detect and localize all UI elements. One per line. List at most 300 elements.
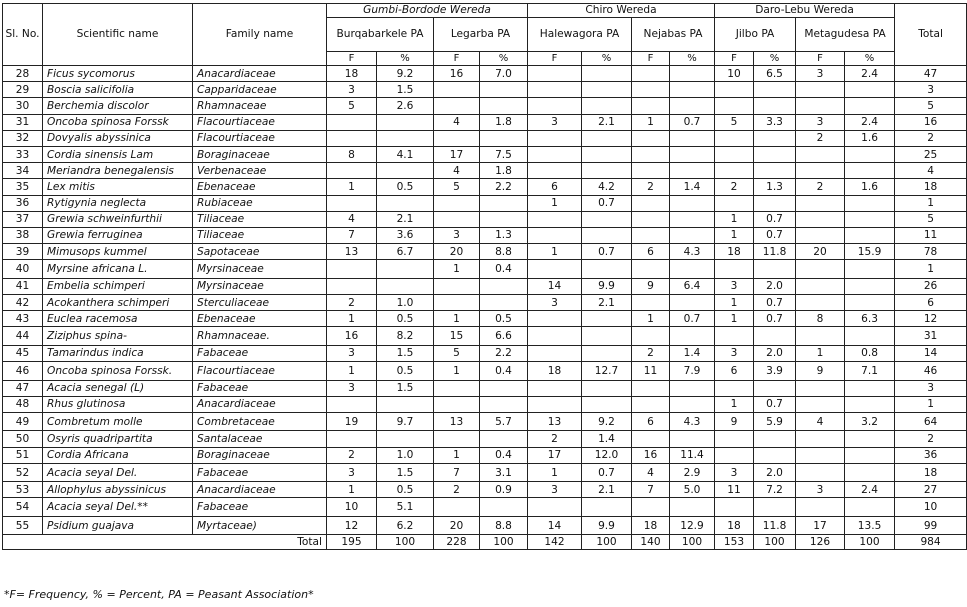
frequency-subheader: F xyxy=(632,52,670,66)
scientific-name-cell: Ziziphus spina- xyxy=(43,327,193,346)
row-number-cell: 54 xyxy=(3,498,43,517)
percent-cell xyxy=(670,163,715,179)
percent-cell xyxy=(670,130,715,146)
percent-cell: 2.4 xyxy=(845,482,895,498)
frequency-cell xyxy=(796,260,845,279)
frequency-cell: 5 xyxy=(434,345,480,361)
frequency-cell: 1 xyxy=(715,396,754,412)
frequency-cell xyxy=(715,130,754,146)
frequency-cell: 1 xyxy=(715,211,754,227)
frequency-cell xyxy=(434,82,480,98)
percent-cell xyxy=(845,211,895,227)
table-row xyxy=(3,146,967,162)
family-name-cell: Rhamnaceae xyxy=(193,98,327,114)
scientific-name-cell: Rytigynia neglecta xyxy=(43,195,193,211)
frequency-cell xyxy=(434,294,480,310)
percent-cell xyxy=(670,66,715,82)
frequency-cell xyxy=(796,82,845,98)
frequency-cell: 6 xyxy=(715,362,754,381)
row-total-cell: 46 xyxy=(895,362,967,381)
percent-cell: 11.8 xyxy=(754,516,796,535)
percent-cell: 8.8 xyxy=(480,516,528,535)
row-number-cell: 45 xyxy=(3,345,43,361)
row-number-cell: 31 xyxy=(3,114,43,130)
row-total-cell: 14 xyxy=(895,345,967,361)
percent-cell xyxy=(480,278,528,294)
percent-cell: 1.3 xyxy=(480,227,528,243)
scientific-name-cell: Grewia schweinfurthii xyxy=(43,211,193,227)
frequency-cell: 3 xyxy=(715,463,754,482)
frequency-cell xyxy=(528,345,582,361)
table-header xyxy=(3,4,967,66)
percent-cell xyxy=(377,431,434,447)
pa-header-jilbo: Jilbo PA xyxy=(715,18,796,52)
percent-cell: 12.0 xyxy=(582,447,632,463)
frequency-cell: 8 xyxy=(796,311,845,327)
frequency-cell: 20 xyxy=(434,244,480,260)
percent-cell: 1.8 xyxy=(480,163,528,179)
frequency-cell xyxy=(434,195,480,211)
frequency-cell: 2 xyxy=(434,482,480,498)
percent-cell: 7.5 xyxy=(480,146,528,162)
totals-cell: 126 xyxy=(796,535,845,550)
frequency-cell: 3 xyxy=(528,114,582,130)
scientific-name-cell: Embelia schimperi xyxy=(43,278,193,294)
frequency-cell: 1 xyxy=(434,447,480,463)
frequency-cell: 3 xyxy=(796,114,845,130)
percent-cell: 7.9 xyxy=(670,362,715,381)
percent-cell: 1.5 xyxy=(377,463,434,482)
percent-cell: 2.1 xyxy=(582,482,632,498)
frequency-cell xyxy=(327,431,377,447)
percent-cell: 8.8 xyxy=(480,244,528,260)
row-total-cell: 25 xyxy=(895,146,967,162)
percent-cell: 0.5 xyxy=(377,362,434,381)
table-footer xyxy=(3,535,967,550)
percent-cell: 0.5 xyxy=(480,311,528,327)
row-number-cell: 37 xyxy=(3,211,43,227)
percent-subheader: % xyxy=(845,52,895,66)
percent-cell: 2.2 xyxy=(480,179,528,195)
percent-cell: 4.3 xyxy=(670,412,715,431)
row-total-cell: 1 xyxy=(895,260,967,279)
percent-cell xyxy=(377,396,434,412)
frequency-cell: 8 xyxy=(327,146,377,162)
row-number-cell: 51 xyxy=(3,447,43,463)
family-name-cell: Fabaceae xyxy=(193,463,327,482)
frequency-cell xyxy=(632,98,670,114)
percent-cell xyxy=(582,345,632,361)
family-name-cell: Flacourtiaceae xyxy=(193,362,327,381)
percent-cell: 1.6 xyxy=(845,130,895,146)
scientific-name-cell: Cordia Africana xyxy=(43,447,193,463)
frequency-cell xyxy=(632,146,670,162)
table-row xyxy=(3,66,967,82)
percent-cell xyxy=(480,195,528,211)
frequency-cell: 1 xyxy=(327,482,377,498)
row-number-cell: 48 xyxy=(3,396,43,412)
frequency-cell: 2 xyxy=(796,130,845,146)
percent-cell xyxy=(582,227,632,243)
scientific-name-cell: Mimusops kummel xyxy=(43,244,193,260)
frequency-cell xyxy=(528,498,582,517)
frequency-cell xyxy=(528,211,582,227)
percent-cell xyxy=(582,130,632,146)
percent-cell: 3.2 xyxy=(845,412,895,431)
percent-cell xyxy=(480,82,528,98)
frequency-cell: 6 xyxy=(632,412,670,431)
frequency-cell xyxy=(434,278,480,294)
scientific-name-cell: Meriandra benegalensis xyxy=(43,163,193,179)
frequency-cell xyxy=(715,98,754,114)
table-row xyxy=(3,345,967,361)
row-number-cell: 43 xyxy=(3,311,43,327)
row-number-cell: 46 xyxy=(3,362,43,381)
row-total-cell: 27 xyxy=(895,482,967,498)
frequency-cell: 3 xyxy=(327,380,377,396)
percent-cell: 1.6 xyxy=(845,179,895,195)
row-total-cell: 2 xyxy=(895,130,967,146)
percent-cell: 1.3 xyxy=(754,179,796,195)
frequency-cell xyxy=(715,82,754,98)
row-number-cell: 49 xyxy=(3,412,43,431)
scientific-name-cell: Berchemia discolor xyxy=(43,98,193,114)
frequency-cell xyxy=(796,396,845,412)
percent-cell xyxy=(377,278,434,294)
family-name-cell: Sapotaceae xyxy=(193,244,327,260)
row-total-cell: 1 xyxy=(895,396,967,412)
pa-header-burqabarkele: Burqabarkele PA xyxy=(327,18,434,52)
frequency-cell xyxy=(434,98,480,114)
frequency-cell: 1 xyxy=(796,345,845,361)
family-name-cell: Tiliaceae xyxy=(193,227,327,243)
frequency-cell xyxy=(434,431,480,447)
percent-cell: 0.7 xyxy=(582,463,632,482)
percent-cell: 2.4 xyxy=(845,114,895,130)
percent-subheader: % xyxy=(480,52,528,66)
percent-cell xyxy=(845,227,895,243)
percent-cell: 2.1 xyxy=(377,211,434,227)
percent-cell xyxy=(670,227,715,243)
frequency-cell: 10 xyxy=(715,66,754,82)
table-row xyxy=(3,227,967,243)
frequency-cell xyxy=(632,130,670,146)
percent-cell: 3.6 xyxy=(377,227,434,243)
frequency-cell xyxy=(327,195,377,211)
table-row xyxy=(3,211,967,227)
frequency-cell xyxy=(632,431,670,447)
row-total-cell: 5 xyxy=(895,98,967,114)
frequency-cell xyxy=(632,294,670,310)
frequency-cell: 15 xyxy=(434,327,480,346)
table-row xyxy=(3,195,967,211)
frequency-cell: 3 xyxy=(528,482,582,498)
totals-cell: 100 xyxy=(582,535,632,550)
frequency-cell: 2 xyxy=(796,179,845,195)
row-total-cell: 1 xyxy=(895,195,967,211)
frequency-cell xyxy=(632,227,670,243)
scientific-name-cell: Psidium guajava xyxy=(43,516,193,535)
frequency-subheader: F xyxy=(327,52,377,66)
percent-cell: 12.9 xyxy=(670,516,715,535)
frequency-cell: 11 xyxy=(632,362,670,381)
scientific-name-cell: Euclea racemosa xyxy=(43,311,193,327)
frequency-cell: 17 xyxy=(528,447,582,463)
row-total-cell: 64 xyxy=(895,412,967,431)
row-number-cell: 53 xyxy=(3,482,43,498)
frequency-cell: 12 xyxy=(327,516,377,535)
frequency-cell xyxy=(796,278,845,294)
percent-cell: 6.6 xyxy=(480,327,528,346)
percent-cell: 2.0 xyxy=(754,278,796,294)
percent-cell: 0.7 xyxy=(670,311,715,327)
frequency-cell: 14 xyxy=(528,278,582,294)
family-name-cell: Anacardiaceae xyxy=(193,396,327,412)
frequency-cell: 10 xyxy=(327,498,377,517)
row-number-cell: 35 xyxy=(3,179,43,195)
percent-cell: 0.7 xyxy=(754,396,796,412)
frequency-cell xyxy=(796,211,845,227)
frequency-cell xyxy=(528,380,582,396)
row-total-cell: 18 xyxy=(895,463,967,482)
frequency-cell: 1 xyxy=(434,260,480,279)
frequency-cell xyxy=(434,211,480,227)
percent-cell xyxy=(845,463,895,482)
percent-cell: 3.1 xyxy=(480,463,528,482)
percent-cell: 0.7 xyxy=(754,311,796,327)
frequency-cell: 5 xyxy=(434,179,480,195)
percent-cell xyxy=(670,396,715,412)
row-number-cell: 41 xyxy=(3,278,43,294)
frequency-cell: 2 xyxy=(327,447,377,463)
frequency-subheader: F xyxy=(528,52,582,66)
frequency-cell xyxy=(796,447,845,463)
frequency-cell: 11 xyxy=(715,482,754,498)
family-name-cell: Anacardiaceae xyxy=(193,66,327,82)
table-row xyxy=(3,98,967,114)
scientific-name-header: Scientific name xyxy=(43,4,193,66)
percent-cell: 3.9 xyxy=(754,362,796,381)
frequency-cell: 3 xyxy=(327,463,377,482)
percent-cell: 0.5 xyxy=(377,482,434,498)
scientific-name-cell: Lex mitis xyxy=(43,179,193,195)
row-number-cell: 36 xyxy=(3,195,43,211)
sl-no-header: Sl. No. xyxy=(3,4,43,66)
frequency-cell xyxy=(632,211,670,227)
percent-cell xyxy=(754,98,796,114)
totals-cell: 153 xyxy=(715,535,754,550)
frequency-cell xyxy=(796,227,845,243)
frequency-cell xyxy=(715,498,754,517)
frequency-cell: 18 xyxy=(632,516,670,535)
percent-cell: 1.4 xyxy=(582,431,632,447)
percent-cell: 13.5 xyxy=(845,516,895,535)
percent-cell xyxy=(582,66,632,82)
scientific-name-cell: Oncoba spinosa Forssk xyxy=(43,114,193,130)
frequency-cell: 9 xyxy=(796,362,845,381)
percent-cell: 9.2 xyxy=(377,66,434,82)
frequency-cell: 1 xyxy=(528,463,582,482)
frequency-cell: 13 xyxy=(327,244,377,260)
frequency-cell xyxy=(796,163,845,179)
frequency-cell xyxy=(327,163,377,179)
family-name-cell: Santalaceae xyxy=(193,431,327,447)
row-total-cell: 11 xyxy=(895,227,967,243)
table-row xyxy=(3,294,967,310)
row-number-cell: 44 xyxy=(3,327,43,346)
percent-cell xyxy=(670,195,715,211)
table-row xyxy=(3,516,967,535)
frequency-cell xyxy=(796,431,845,447)
percent-cell xyxy=(845,498,895,517)
percent-cell: 1.4 xyxy=(670,345,715,361)
frequency-cell: 14 xyxy=(528,516,582,535)
percent-cell xyxy=(754,146,796,162)
row-number-cell: 39 xyxy=(3,244,43,260)
percent-cell: 6.2 xyxy=(377,516,434,535)
frequency-cell: 1 xyxy=(715,294,754,310)
percent-cell: 1.0 xyxy=(377,294,434,310)
frequency-cell xyxy=(327,278,377,294)
percent-subheader: % xyxy=(670,52,715,66)
frequency-cell: 2 xyxy=(715,179,754,195)
frequency-cell xyxy=(796,327,845,346)
percent-cell xyxy=(377,130,434,146)
frequency-cell: 3 xyxy=(327,82,377,98)
frequency-cell: 1 xyxy=(715,311,754,327)
scientific-name-cell: Grewia ferruginea xyxy=(43,227,193,243)
frequency-cell xyxy=(632,327,670,346)
row-number-cell: 34 xyxy=(3,163,43,179)
percent-cell xyxy=(845,294,895,310)
scientific-name-cell: Tamarindus indica xyxy=(43,345,193,361)
frequency-cell xyxy=(796,195,845,211)
table-row xyxy=(3,179,967,195)
scientific-name-cell: Acacia seyal Del.** xyxy=(43,498,193,517)
percent-cell: 9.9 xyxy=(582,278,632,294)
percent-cell xyxy=(845,327,895,346)
frequency-cell xyxy=(528,98,582,114)
percent-cell: 1.0 xyxy=(377,447,434,463)
percent-cell xyxy=(845,82,895,98)
table-row xyxy=(3,482,967,498)
table-row xyxy=(3,163,967,179)
row-total-cell: 12 xyxy=(895,311,967,327)
frequency-cell: 17 xyxy=(434,146,480,162)
frequency-cell xyxy=(434,396,480,412)
frequency-cell: 1 xyxy=(528,244,582,260)
percent-cell xyxy=(670,146,715,162)
table-row xyxy=(3,260,967,279)
percent-cell: 5.9 xyxy=(754,412,796,431)
family-name-cell: Fabaceae xyxy=(193,498,327,517)
frequency-cell xyxy=(632,380,670,396)
table-row xyxy=(3,278,967,294)
percent-cell: 0.9 xyxy=(480,482,528,498)
frequency-cell: 9 xyxy=(632,278,670,294)
scientific-name-cell: Acokanthera schimperi xyxy=(43,294,193,310)
frequency-cell: 1 xyxy=(327,179,377,195)
frequency-cell: 13 xyxy=(528,412,582,431)
table-row xyxy=(3,114,967,130)
table-footnote: *F= Frequency, % = Percent, PA = Peasant Association* xyxy=(4,588,314,601)
totals-cell: 228 xyxy=(434,535,480,550)
family-name-cell: Tiliaceae xyxy=(193,211,327,227)
family-name-cell: Flacourtiaceae xyxy=(193,114,327,130)
scientific-name-cell: Acacia seyal Del. xyxy=(43,463,193,482)
frequency-cell: 3 xyxy=(327,345,377,361)
percent-cell: 11.4 xyxy=(670,447,715,463)
frequency-cell: 3 xyxy=(528,294,582,310)
totals-cell: 100 xyxy=(754,535,796,550)
frequency-cell xyxy=(327,260,377,279)
percent-cell: 7.0 xyxy=(480,66,528,82)
row-total-cell: 47 xyxy=(895,66,967,82)
percent-cell xyxy=(670,431,715,447)
frequency-cell: 17 xyxy=(796,516,845,535)
frequency-cell: 16 xyxy=(632,447,670,463)
frequency-cell: 18 xyxy=(528,362,582,381)
row-total-cell: 99 xyxy=(895,516,967,535)
frequency-cell xyxy=(632,260,670,279)
percent-cell: 15.9 xyxy=(845,244,895,260)
percent-cell: 9.7 xyxy=(377,412,434,431)
scientific-name-cell: Rhus glutinosa xyxy=(43,396,193,412)
frequency-cell: 1 xyxy=(327,311,377,327)
family-name-cell: Fabaceae xyxy=(193,380,327,396)
totals-cell: 142 xyxy=(528,535,582,550)
frequency-cell: 4 xyxy=(434,163,480,179)
percent-cell xyxy=(845,396,895,412)
percent-cell: 2.1 xyxy=(582,294,632,310)
frequency-cell xyxy=(528,327,582,346)
frequency-cell xyxy=(528,311,582,327)
frequency-cell: 3 xyxy=(796,66,845,82)
frequency-cell xyxy=(327,130,377,146)
percent-cell xyxy=(754,130,796,146)
percent-cell: 4.3 xyxy=(670,244,715,260)
percent-cell: 6.5 xyxy=(754,66,796,82)
frequency-cell: 5 xyxy=(715,114,754,130)
percent-cell xyxy=(582,211,632,227)
row-number-cell: 47 xyxy=(3,380,43,396)
frequency-subheader: F xyxy=(796,52,845,66)
percent-cell xyxy=(845,163,895,179)
percent-cell: 1.5 xyxy=(377,82,434,98)
percent-cell: 5.0 xyxy=(670,482,715,498)
frequency-cell xyxy=(796,463,845,482)
percent-cell xyxy=(670,294,715,310)
frequency-cell: 13 xyxy=(434,412,480,431)
percent-cell xyxy=(480,211,528,227)
percent-subheader: % xyxy=(377,52,434,66)
row-total-cell: 26 xyxy=(895,278,967,294)
family-name-header: Family name xyxy=(193,4,327,66)
row-number-cell: 32 xyxy=(3,130,43,146)
percent-cell: 2.0 xyxy=(754,463,796,482)
table-row xyxy=(3,396,967,412)
percent-cell xyxy=(845,260,895,279)
percent-cell xyxy=(754,498,796,517)
frequency-cell xyxy=(796,380,845,396)
frequency-cell: 1 xyxy=(327,362,377,381)
row-total-cell: 4 xyxy=(895,163,967,179)
percent-cell xyxy=(582,311,632,327)
frequency-cell xyxy=(632,82,670,98)
frequency-cell xyxy=(796,498,845,517)
frequency-cell xyxy=(528,130,582,146)
table-row xyxy=(3,327,967,346)
